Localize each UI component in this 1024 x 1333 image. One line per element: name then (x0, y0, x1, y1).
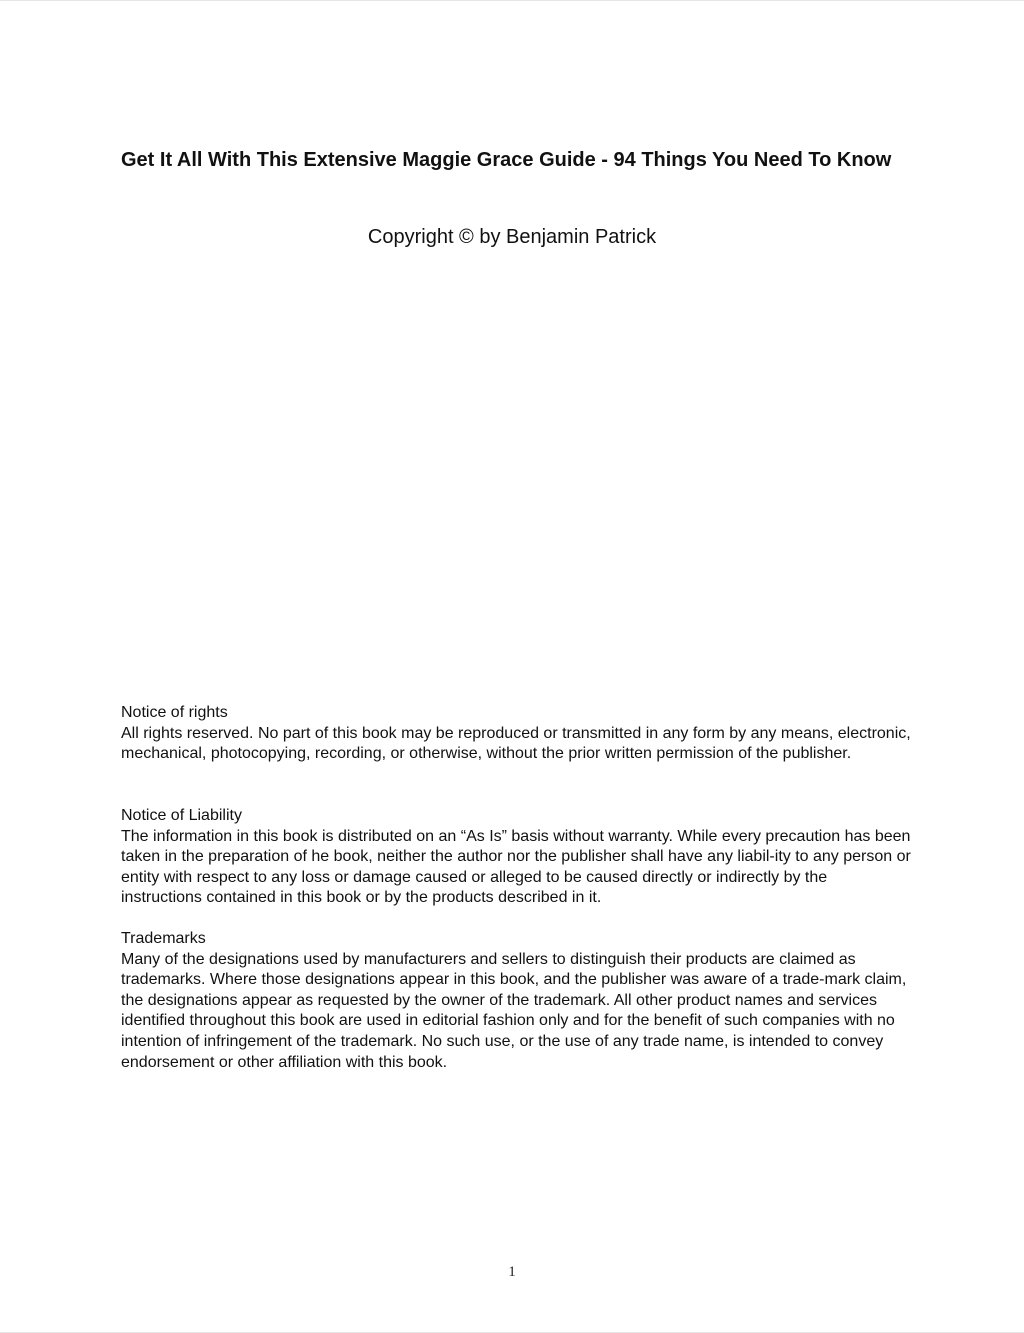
page-number: 1 (508, 1264, 516, 1280)
trademarks-heading: Trademarks (121, 930, 206, 947)
notice-of-liability-text: The information in this book is distributed on an “As Is” basis without warranty. While every precaution has been taken in the preparation of he book, neither the author nor the publisher shall have any liabil-ity to any person or entity with respect to any loss or damage caused or alleged to be caused directly or indirectly by the instructions contained in this book or by the products described in it. (121, 827, 911, 907)
notice-of-liability-heading: Notice of Liability (121, 807, 242, 824)
notice-of-rights-section (121, 703, 911, 765)
trademarks-section (121, 929, 911, 1073)
book-title: Get It All With This Extensive Maggie Grace Guide - 94 Things You Need To Know (121, 149, 892, 171)
copyright-line: Copyright © by Benjamin Patrick (367, 226, 657, 248)
notice-of-rights-text: All rights reserved. No part of this book may be reproduced or transmitted in any form by any means, electronic, mechanical, photocopying, recording, or otherwise, without the prior written permission of the publisher. (121, 724, 911, 763)
trademarks-text: Many of the designations used by manufacturers and sellers to distinguish their products are claimed as trademarks. Where those designations appear in this book, and the publisher was aware of a trade-mark claim, the designations appear as requested by the owner of the trademark. All other product names and services identified throughout this book are used in editorial fashion only and for the benefit of such companies with no intention of infringement of the trademark. No such use, or the use of any trade name, is intended to convey endorsement or other affiliation with this book. (121, 950, 907, 1071)
notice-of-liability-section (121, 806, 911, 909)
notice-of-rights-heading: Notice of rights (121, 704, 228, 721)
